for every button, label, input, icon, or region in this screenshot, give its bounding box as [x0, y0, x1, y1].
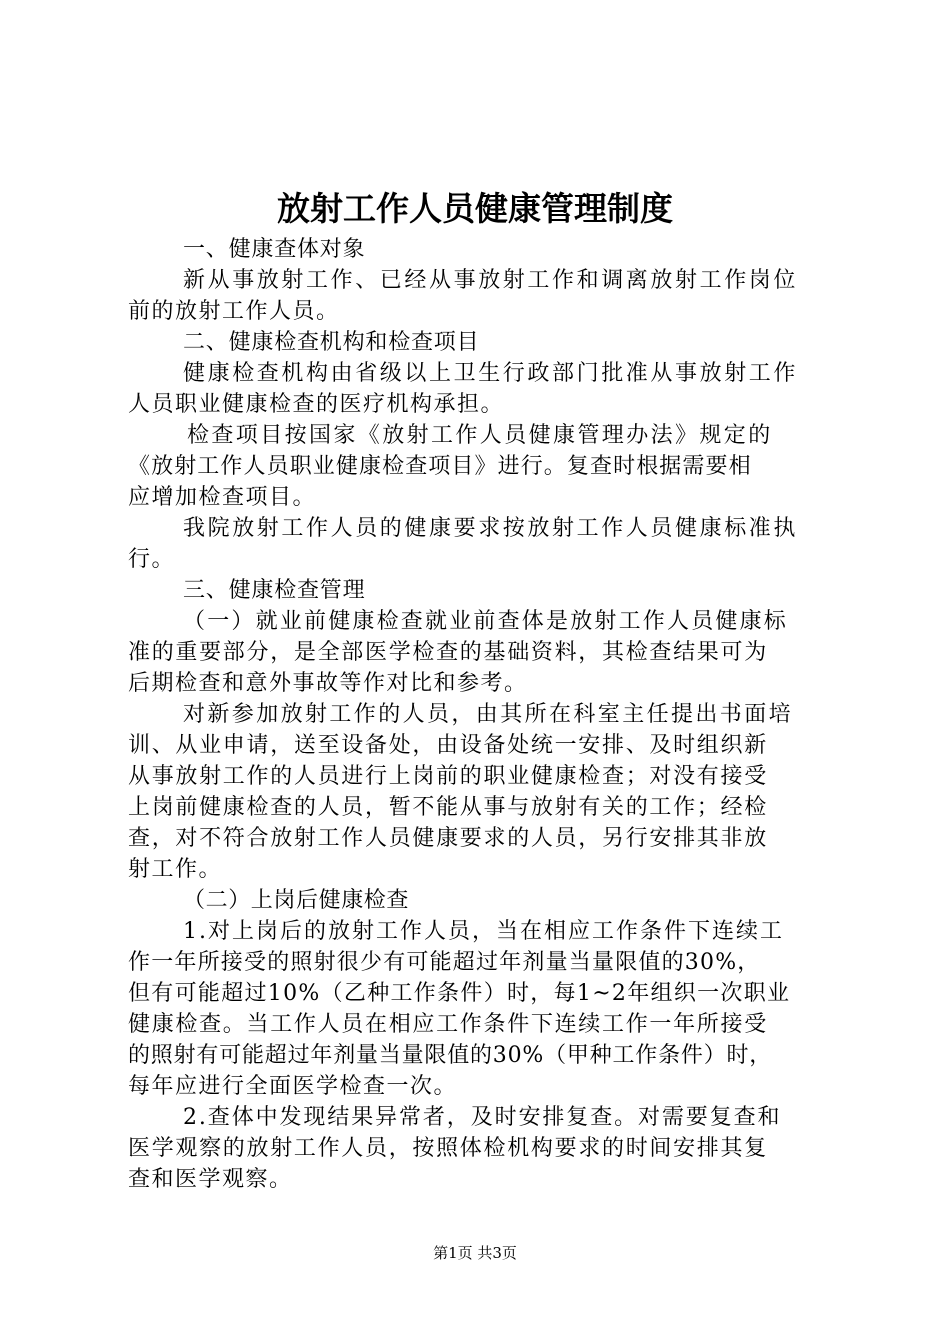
- paragraph-line: 健康检查。当工作人员在相应工作条件下连续工作一年所接受: [128, 1012, 768, 1037]
- paragraph-line: 应增加检查项目。: [128, 485, 317, 510]
- paragraph-line: 我院放射工作人员的健康要求按放射工作人员健康标准执: [183, 516, 799, 541]
- page-title: 放射工作人员健康管理制度: [277, 189, 673, 228]
- paragraph-line: 查和医学观察。: [128, 1167, 293, 1192]
- paragraph-line: 行。: [128, 547, 176, 572]
- paragraph-line: 但有可能超过10%（乙种工作条件）时，每1~2年组织一次职业: [128, 981, 791, 1006]
- paragraph-line: 前的放射工作人员。: [128, 299, 340, 324]
- paragraph-line: 2.查体中发现结果异常者，及时安排复查。对需要复查和: [183, 1105, 782, 1130]
- paragraph-line: （一）就业前健康检查就业前查体是放射工作人员健康标: [183, 609, 789, 634]
- page-footer: 第1页 共3页: [433, 1244, 517, 1262]
- paragraph-line: 准的重要部分，是全部医学检查的基础资料，其检查结果可为: [128, 640, 768, 665]
- paragraph-line: 新从事放射工作、已经从事放射工作和调离放射工作岗位: [183, 268, 799, 293]
- paragraph-line: 医学观察的放射工作人员，按照体检机构要求的时间安排其复: [128, 1136, 768, 1161]
- paragraph-line: 人员职业健康检查的医疗机构承担。: [128, 392, 505, 417]
- paragraph-line: 查，对不符合放射工作人员健康要求的人员，另行安排其非放: [128, 826, 768, 851]
- paragraph-line: 上岗前健康检查的人员，暂不能从事与放射有关的工作；经检: [128, 795, 768, 820]
- paragraph-line: 后期检查和意外事故等作对比和参考。: [128, 671, 528, 696]
- paragraph-line: 从事放射工作的人员进行上岗前的职业健康检查；对没有接受: [128, 764, 768, 789]
- section-heading: （二）上岗后健康检查: [183, 888, 410, 913]
- paragraph-line: 训、从业申请，送至设备处，由设备处统一安排、及时组织新: [128, 733, 768, 758]
- section-heading: 一、健康查体对象: [183, 237, 366, 262]
- paragraph-line: 《放射工作人员职业健康检查项目》进行。复查时根据需要相: [128, 454, 752, 479]
- paragraph-line: 检查项目按国家《放射工作人员健康管理办法》规定的: [187, 423, 773, 448]
- section-heading: 三、健康检查管理: [183, 578, 366, 603]
- paragraph-line: 每年应进行全面医学检查一次。: [128, 1074, 458, 1099]
- paragraph-line: 健康检查机构由省级以上卫生行政部门批准从事放射工作: [183, 361, 799, 386]
- paragraph-line: 的照射有可能超过年剂量当量限值的30%（甲种工作条件）时，: [128, 1043, 773, 1068]
- section-heading: 二、健康检查机构和检查项目: [183, 330, 480, 355]
- paragraph-line: 1.对上岗后的放射工作人员，当在相应工作条件下连续工: [183, 919, 784, 944]
- paragraph-line: 射工作。: [128, 857, 223, 882]
- paragraph-line: 对新参加放射工作的人员，由其所在科室主任提出书面培: [183, 702, 794, 727]
- paragraph-line: 作一年所接受的照射很少有可能超过年剂量当量限值的30%，: [128, 950, 761, 975]
